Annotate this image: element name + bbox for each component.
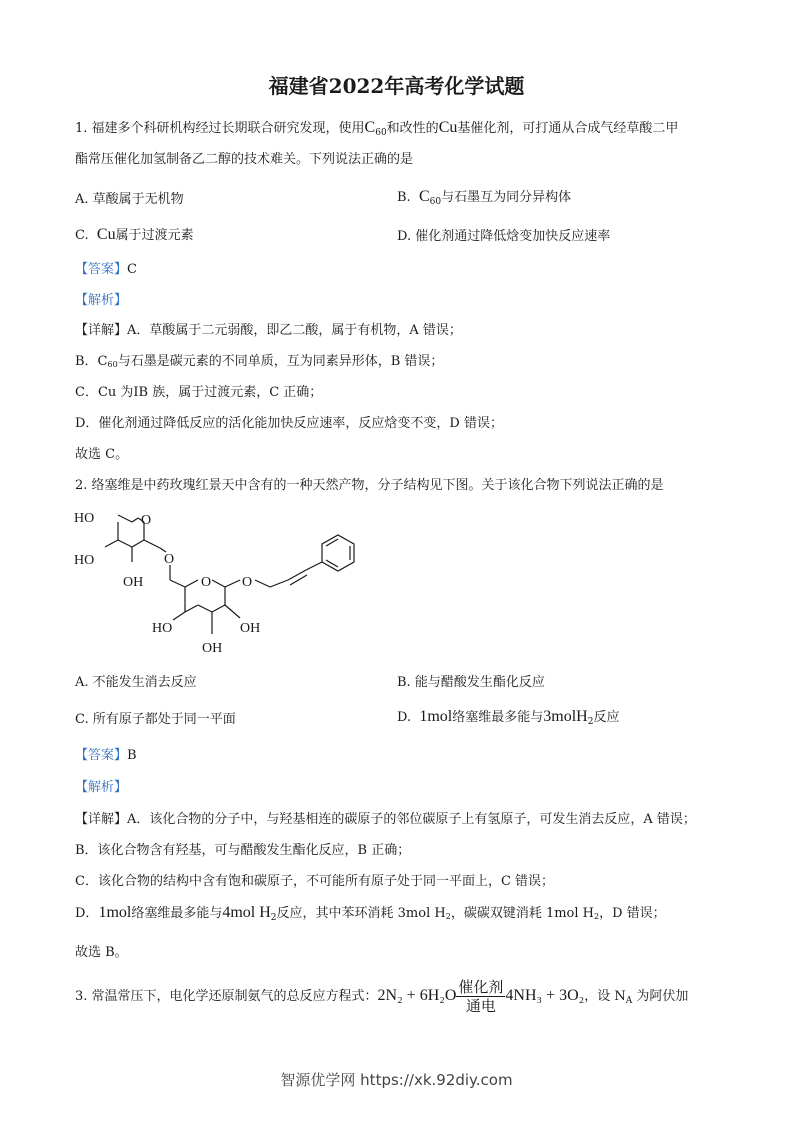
label-ho-3: HO xyxy=(152,621,173,636)
label-ho-1: HO xyxy=(74,511,95,526)
q2-detail-4: D．1mol络塞维最多能与4mol $H_2$反应，其中苯环消耗 3mol H2，碳碳双键消耗 1mol H2，D 错误； xyxy=(75,904,666,923)
equation-reactants: 2N₂ + 6H₂O xyxy=(377,987,457,1004)
q2-answer: 【答案】B xyxy=(75,748,137,763)
equation-products: 4NH₃ + 3O₂ xyxy=(505,987,585,1004)
q1-stem-line1: 1. 福建多个科研机构经过长期联合研究发现，使用$C_{60}$和改性的Cu基催化剂，可打通从合成气经草酸二甲 xyxy=(75,119,679,138)
q1-detail-3: C．Cu 为IB 族，属于过渡元素，C 正确； xyxy=(75,385,323,400)
footer-watermark[interactable]: 智源优学网 https://xk.92diy.com xyxy=(280,1071,513,1089)
label-ring-o-2: O xyxy=(201,575,212,590)
q1-analysis-label: 【解析】 xyxy=(75,293,128,308)
q2-stem: 2. 络塞维是中药玫瑰红景天中含有的一种天然产物，分子结构见下图。关于该化合物下列说法正确的是 xyxy=(75,478,664,493)
q1-detail-2: B．C60与石墨是碳元素的不同单质，互为同素异形体，B 错误； xyxy=(75,354,444,369)
q2-option-b: B. 能与醋酸发生酯化反应 xyxy=(397,675,545,690)
q3-stem: 3. 常温常压下，电化学还原制氨气的总反应方程式：2N₂ + 6H₂O $\frac{\text{催化剂}}{\text{通电}}$ 4NH₃ + 3O₂，设 $N_A$ 为阿伏加 xyxy=(75,978,689,1015)
page-title: 福建省2022年高考化学试题 xyxy=(268,74,525,98)
q2-conclusion: 故选 B。 xyxy=(75,945,128,960)
q2-detail-3: C．该化合物的结构中含有饱和碳原子，不可能所有原子处于同一平面上，C 错误； xyxy=(75,874,555,889)
molecular-structure-diagram xyxy=(60,500,380,665)
equation-condition: $\frac{\text{催化剂}}{\text{通电}}$ xyxy=(458,978,504,1015)
label-oh-1: OH xyxy=(123,575,144,590)
q1-option-d: D. 催化剂通过降低焓变加快反应速率 xyxy=(397,229,611,244)
q1-option-b: B. $C_{60}$与石墨互为同分异构体 xyxy=(397,188,572,207)
label-oh-3: OH xyxy=(202,641,223,656)
label-o-glycoside: O xyxy=(164,552,175,567)
label-ring-o-1: O xyxy=(141,513,152,528)
q1-answer: 【答案】C xyxy=(75,262,137,277)
q2-option-a: A. 不能发生消去反应 xyxy=(75,675,197,690)
q1-option-a: A. 草酸属于无机物 xyxy=(75,192,184,207)
q2-detail-2: B．该化合物含有羟基，可与醋酸发生酯化反应，B 正确； xyxy=(75,843,411,858)
q1-option-c: C. Cu属于过渡元素 xyxy=(75,226,194,243)
q1-stem-line2: 酯常压催化加氢制备乙二醇的技术难关。下列说法正确的是 xyxy=(75,152,414,167)
q1-detail-1: 【详解】A．草酸属于二元弱酸，即乙二酸，属于有机物，A 错误； xyxy=(75,323,462,338)
label-oh-2: OH xyxy=(240,621,261,636)
q2-option-c: C. 所有原子都处于同一平面 xyxy=(75,712,236,727)
label-ho-2: HO xyxy=(74,553,95,568)
q2-option-d: D. 1mol络塞维最多能与3molH$_2$反应 xyxy=(397,708,620,727)
q2-analysis-label: 【解析】 xyxy=(75,780,128,795)
q1-conclusion: 故选 C。 xyxy=(75,447,129,462)
label-o-ether: O xyxy=(242,575,253,590)
q1-detail-4: D．催化剂通过降低反应的活化能加快反应速率，反应焓变不变，D 错误； xyxy=(75,416,503,431)
q2-detail-1: 【详解】A．该化合物的分子中，与羟基相连的碳原子的邻位碳原子上有氢原子，可发生消去反应，A 错误； xyxy=(75,812,696,827)
